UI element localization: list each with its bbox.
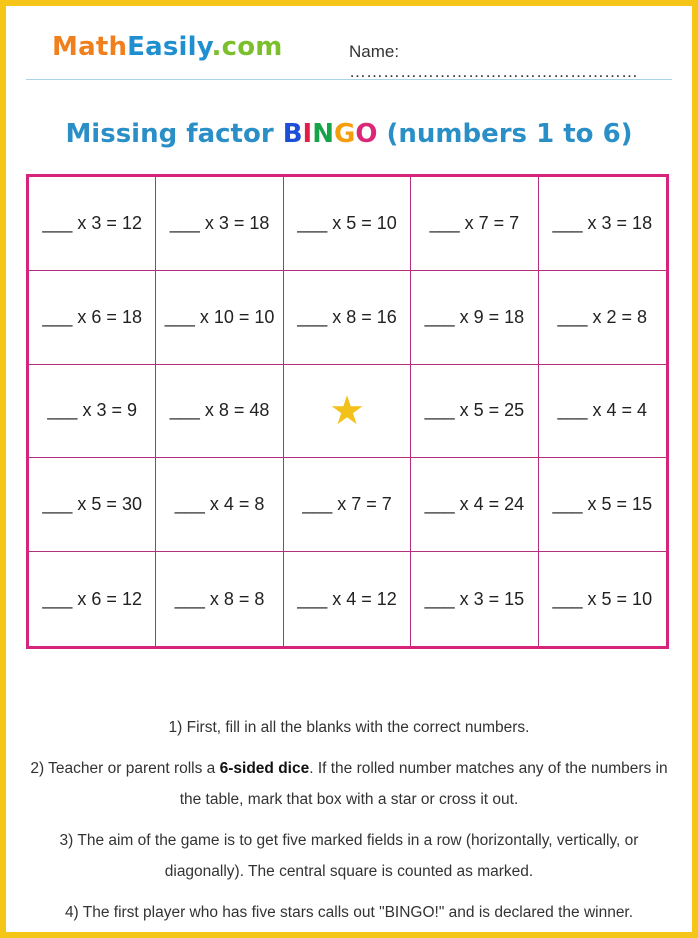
instruction-step-2-start: 2) Teacher or parent rolls a [30, 760, 220, 777]
logo-part-math: Math [52, 32, 128, 62]
instruction-step-2 [26, 753, 672, 815]
bingo-cell[interactable]: ___ x 5 = 10 [284, 177, 411, 271]
site-logo[interactable] [52, 32, 283, 62]
logo-part-easily: Easily [127, 32, 212, 62]
bingo-cell[interactable]: ___ x 6 = 12 [29, 552, 156, 646]
name-field-label: Name: …………………………………………… [349, 42, 638, 81]
instruction-step-4: 4) The first player who has five stars calls out "BINGO!" and is declared the winner. [64, 904, 634, 921]
bingo-cell[interactable]: ___ x 5 = 30 [29, 458, 156, 552]
header-divider [26, 79, 672, 80]
bingo-cell[interactable]: ___ x 4 = 8 [156, 458, 283, 552]
instruction-step-3: 3) The aim of the game is to get five marked fields in a row (horizontally, vertically, or diagonally). The central square is counted as marked. [59, 832, 639, 880]
instruction-step-2-end: . If the rolled number matches any of the numbers in the table, mark that box with a star or cross it out. [179, 760, 668, 808]
bingo-cell[interactable]: ___ x 3 = 18 [539, 177, 666, 271]
bingo-cell[interactable]: ___ x 5 = 10 [552, 588, 653, 609]
bingo-letter-g: G [333, 119, 356, 149]
bingo-cell[interactable]: ___ x 5 = 25 [411, 365, 538, 459]
title-suffix: (numbers 1 to 6) [377, 119, 633, 149]
star-icon: ★ [329, 388, 365, 433]
bingo-cell[interactable]: ___ x 3 = 15 [411, 552, 538, 646]
bingo-letter-o: O [355, 119, 378, 149]
bingo-cell[interactable]: ___ x 3 = 18 [156, 177, 283, 271]
bingo-cell[interactable]: ___ x 4 = 12 [284, 552, 411, 646]
bingo-cell[interactable]: ___ x 10 = 10 [156, 271, 283, 365]
bingo-cell[interactable]: ___ x 5 = 15 [539, 458, 666, 552]
bingo-letter-n: N [312, 119, 334, 149]
logo-part-com: .com [211, 32, 283, 62]
bingo-cell[interactable]: ___ x 4 = 24 [411, 458, 538, 552]
worksheet-title [6, 119, 692, 149]
title-prefix: Missing factor [65, 119, 283, 149]
instructions [26, 712, 672, 938]
bingo-cell[interactable]: ___ x 3 = 12 [29, 177, 156, 271]
bingo-cell[interactable]: ___ x 7 = 7 [411, 177, 538, 271]
bingo-cell[interactable]: ___ x 8 = 16 [284, 271, 411, 365]
bingo-letter-b: B [282, 119, 303, 149]
bingo-cell[interactable]: ___ x 6 = 18 [29, 271, 156, 365]
dice-emphasis: 6-sided dice [219, 760, 310, 777]
bingo-grid [26, 174, 669, 649]
bingo-cell[interactable]: ___ x 4 = 4 [539, 365, 666, 459]
bingo-cell[interactable]: ___ x 7 = 7 [284, 458, 411, 552]
bingo-cell[interactable]: ___ x 3 = 9 [29, 365, 156, 459]
instruction-step-1: 1) First, fill in all the blanks with the correct numbers. [168, 719, 530, 736]
bingo-cell-center [284, 365, 411, 459]
bingo-cell[interactable]: ___ x 2 = 8 [539, 271, 666, 365]
bingo-letter-i: I [302, 119, 313, 149]
bingo-cell[interactable]: ___ x 9 = 18 [411, 271, 538, 365]
bingo-cell[interactable]: ___ x 8 = 8 [156, 552, 283, 646]
bingo-cell[interactable]: ___ x 8 = 48 [156, 365, 283, 459]
